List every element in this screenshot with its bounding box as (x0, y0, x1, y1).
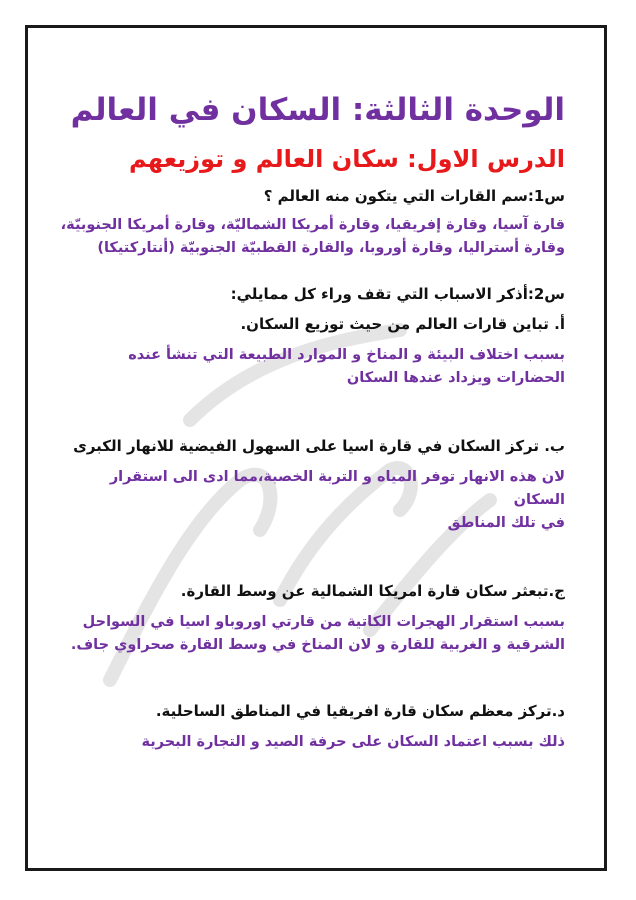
question-2 (60, 282, 565, 754)
question-1-answer (60, 214, 565, 260)
item-statement: ج.تبعثر سكان قارة امريكا الشمالية عن وسط القارة. (180, 582, 565, 600)
answer-line: ذلك بسبب اعتماد السكان على حرفة الصيد و التجارة البحرية (141, 734, 565, 750)
question-2-text: س2:أذكر الاسباب التي تقف وراء كل ممايلي: (230, 285, 565, 303)
answer-line: الشرقية و الغربية للقارة و لان المناخ في وسط القارة صحراوي جاف. (70, 637, 565, 653)
question-1 (60, 184, 565, 260)
answer-line: قارة آسيا، وقارة إفريقيا، وقارة أمريكا الشماليّة، وقارة أمريكا الجنوبيّة، (60, 217, 565, 233)
answer-line: وقارة أستراليا، وقارة أوروبا، والقارة القطبيّة الجنوبيّة (أنتاركتيكا) (97, 240, 565, 256)
answer-line: بسبب اختلاف البيئة و المناخ و الموارد الطبيعة التي تنشأ عنده (128, 347, 565, 363)
unit-title: الوحدة الثالثة: السكان في العالم (70, 92, 565, 128)
answer-line: بسبب استقرار الهجرات الكاتية من قارتي اوروباو اسيا في السواحل (82, 614, 565, 630)
question-1-text: س1:سم القارات التي يتكون منه العالم ؟ (263, 187, 565, 205)
answer-line: لان هذه الانهار توفر المياه و التربة الخصبة،مما ادى الى استقرار السكان (109, 469, 565, 508)
item-statement: ب. تركز السكان في قارة اسيا على السهول الفيضية للانهار الكبرى (73, 437, 565, 455)
lesson-title: الدرس الاول: سكان العالم و توزيعهم (129, 145, 565, 173)
answer-line: في تلك المناطق (447, 515, 565, 531)
item-statement: د.تركز معظم سكان قارة افريقيا في المناطق الساحلية. (155, 702, 565, 720)
question-2-item-a (60, 312, 565, 390)
worksheet (60, 88, 565, 754)
question-2-item-d (60, 699, 565, 754)
question-2-item-b (60, 434, 565, 535)
question-2-item-c (60, 579, 565, 657)
answer-line: الحضارات ويزداد عندها السكان (346, 370, 565, 386)
item-statement: أ. تباين قارات العالم من حيث توزيع السكان. (240, 315, 565, 333)
